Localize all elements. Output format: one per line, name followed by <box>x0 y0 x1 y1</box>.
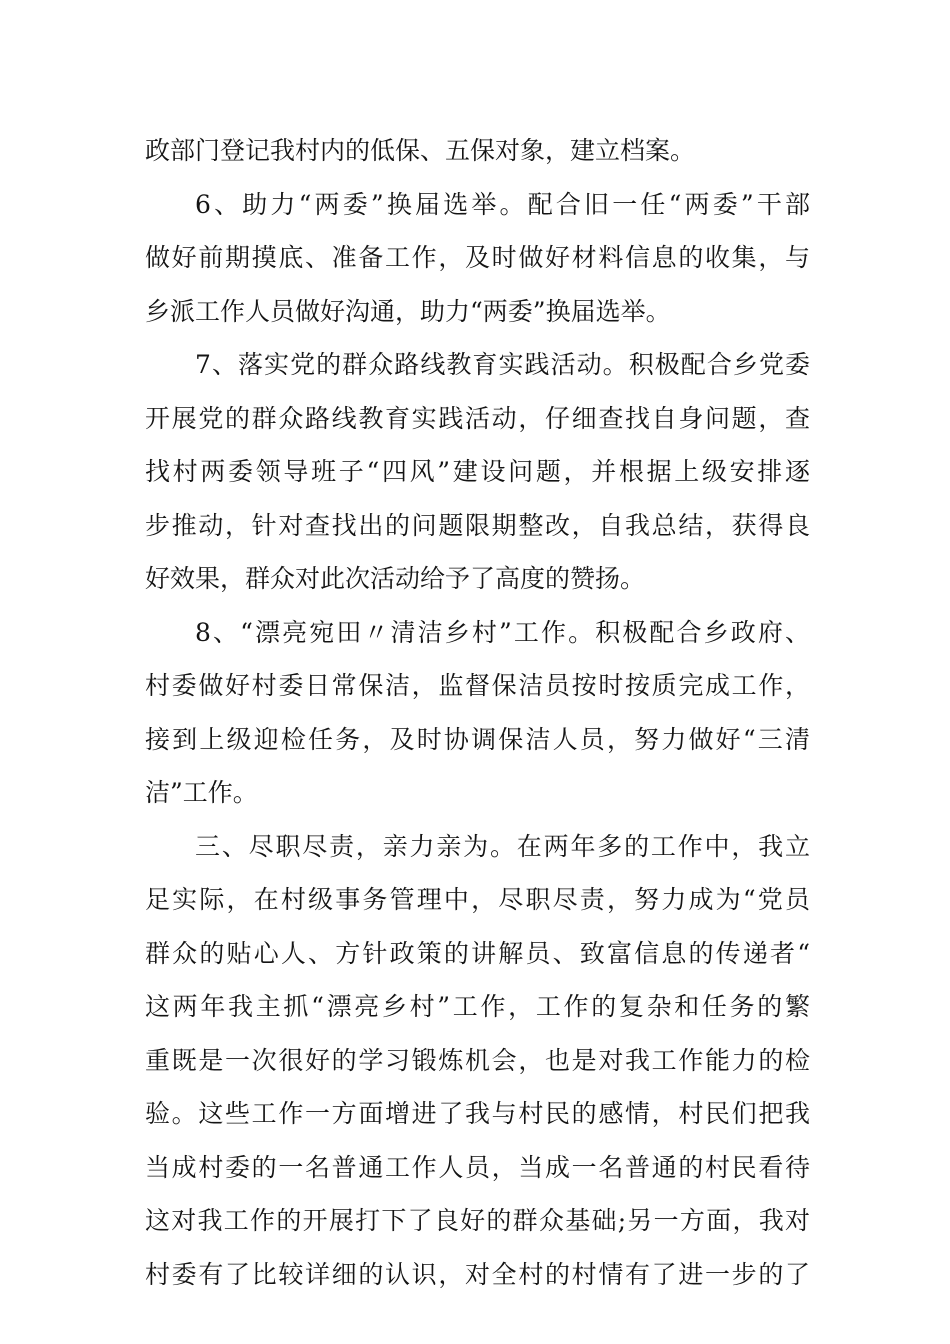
text-line: 开展党的群众路线教育实践活动，仔细查找自身问题，查 <box>145 403 810 433</box>
text-line: 洁”工作。 <box>145 778 258 807</box>
text-line: 好效果，群众对此次活动给予了高度的赞扬。 <box>145 564 646 593</box>
body-text <box>145 124 810 1301</box>
text-line: 村委做好村委日常保洁，监督保洁员按时按质完成工作， <box>145 671 810 700</box>
text-line: 步推动，针对查找出的问题限期整改，自我总结，获得良 <box>145 510 810 540</box>
text-line: 这对我工作的开展打下了良好的群众基础;另一方面，我对 <box>145 1206 810 1235</box>
text-line: 重既是一次很好的学习锻炼机会，也是对我工作能力的检 <box>145 1045 810 1075</box>
text-line: 乡派工作人员做好沟通，助力“两委”换届选举。 <box>145 296 671 326</box>
text-line: 政部门登记我村内的低保、五保对象，建立档案。 <box>145 136 696 165</box>
text-line: 6、助力“两委”换届选举。配合旧一任“两委”干部 <box>195 189 810 219</box>
text-line: 8、“漂亮宛田〃清洁乡村”工作。积极配合乡政府、 <box>195 617 810 647</box>
text-line: 7、落实党的群众路线教育实践活动。积极配合乡党委 <box>195 350 810 379</box>
text-line: 验。这些工作一方面增进了我与村民的感情，村民们把我 <box>145 1099 810 1128</box>
text-line: 做好前期摸底、准备工作，及时做好材料信息的收集，与 <box>145 243 810 272</box>
text-line: 接到上级迎检任务，及时协调保洁人员，努力做好“三清 <box>145 724 810 754</box>
text-line: 这两年我主抓“漂亮乡村”工作，工作的复杂和任务的繁 <box>145 992 810 1021</box>
text-line: 足实际，在村级事务管理中，尽职尽责，努力成为“党员 <box>145 885 810 914</box>
text-line: 找村两委领导班子“四风”建设问题，并根据上级安排逐 <box>145 457 810 486</box>
text-line: 群众的贴心人、方针政策的讲解员、致富信息的传递者“ <box>145 938 810 968</box>
text-line: 当成村委的一名普通工作人员，当成一名普通的村民看待 <box>145 1152 810 1182</box>
text-line: 村委有了比较详细的认识，对全村的村情有了进一步的了 <box>145 1259 810 1289</box>
text-line: 三、尽职尽责，亲力亲为。在两年多的工作中，我立 <box>195 831 810 861</box>
